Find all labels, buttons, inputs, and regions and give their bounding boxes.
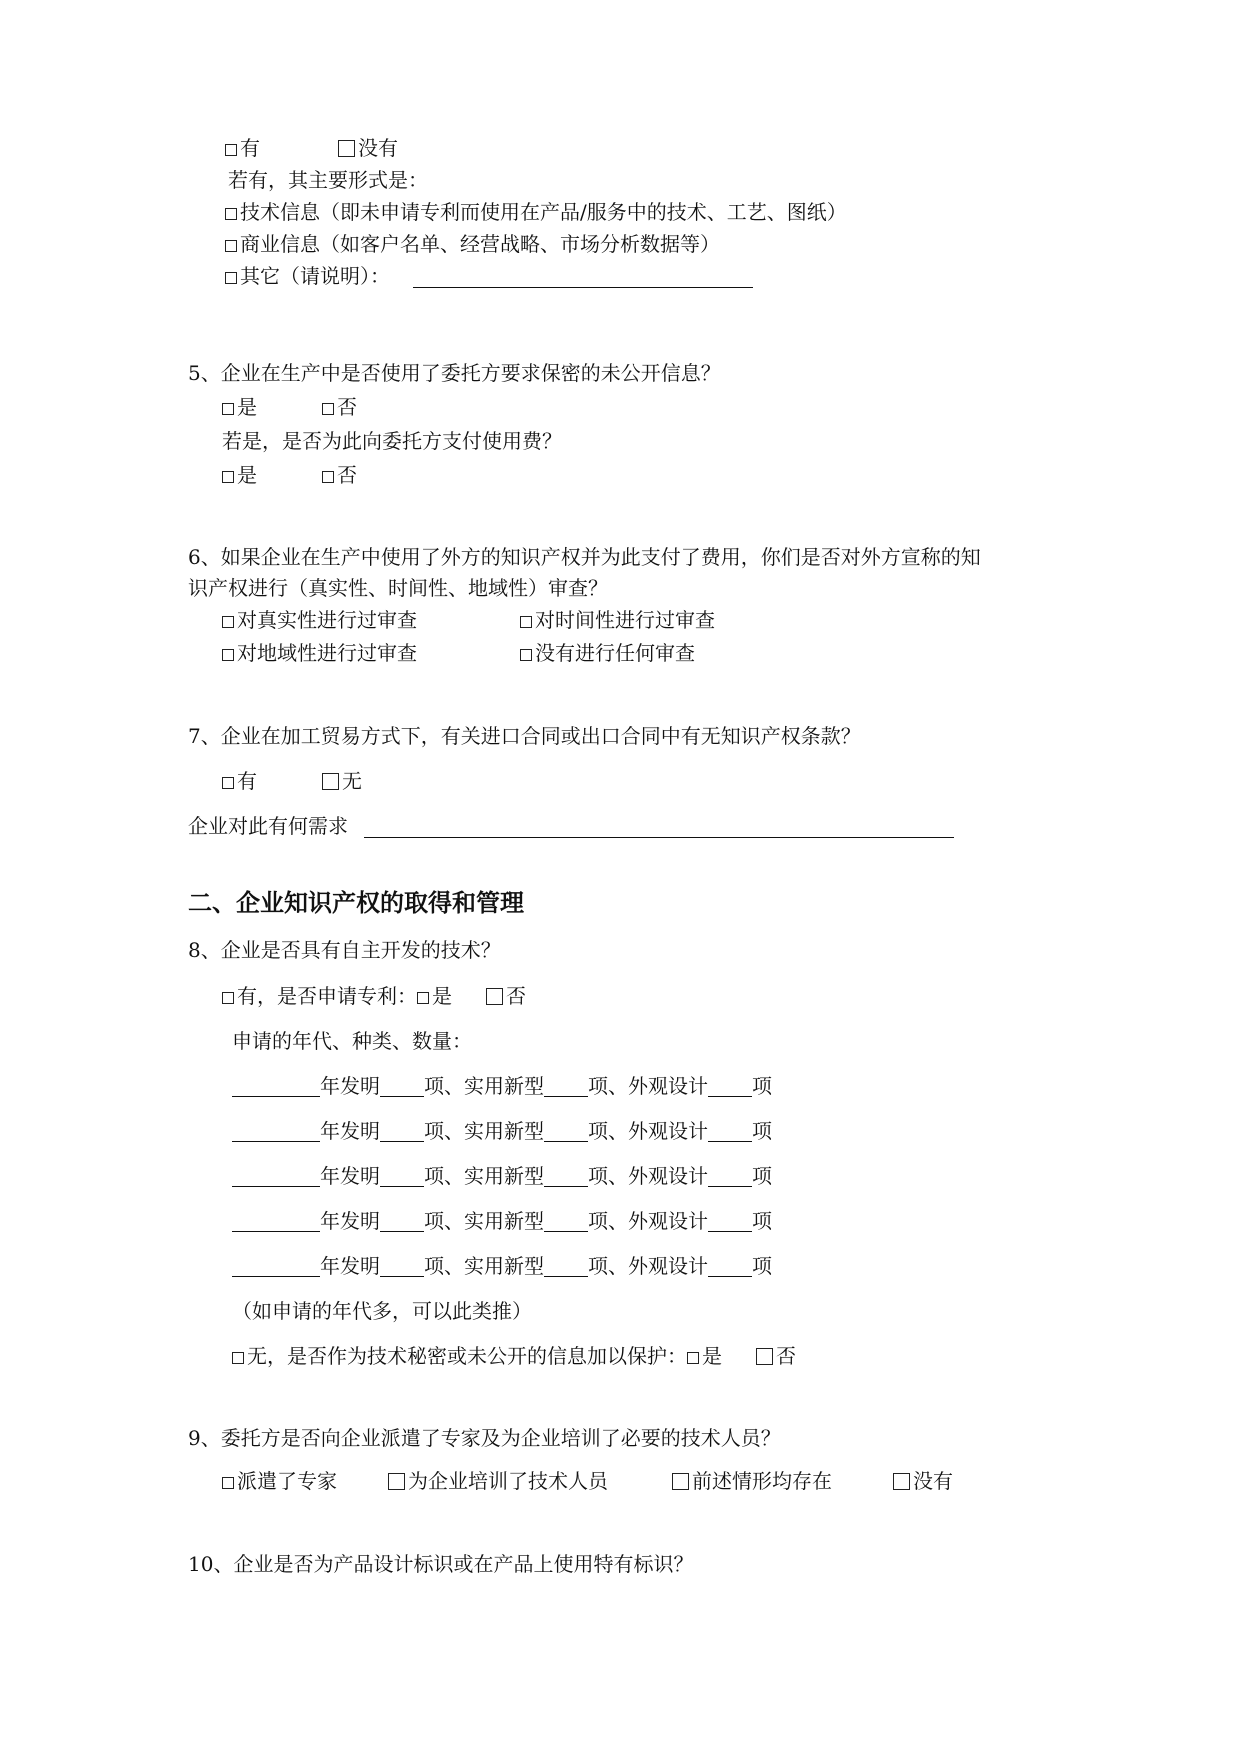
checkbox-icon bbox=[225, 272, 237, 284]
checkbox-icon bbox=[322, 773, 339, 790]
count-blank[interactable] bbox=[544, 1076, 588, 1097]
checkbox-icon bbox=[222, 777, 234, 789]
checkbox-icon bbox=[222, 471, 234, 483]
q5-followup-no[interactable]: 否 bbox=[322, 462, 357, 488]
q5-followup: 若是，是否为此向委托方支付使用费？ bbox=[222, 429, 562, 453]
checkbox-icon bbox=[388, 1473, 405, 1490]
checkbox-icon bbox=[893, 1473, 910, 1490]
checkbox-icon bbox=[520, 616, 532, 628]
checkbox-icon bbox=[222, 403, 234, 415]
checkbox-icon bbox=[225, 144, 237, 156]
checkbox-icon bbox=[672, 1473, 689, 1490]
count-blank[interactable] bbox=[380, 1121, 424, 1142]
checkbox-icon[interactable] bbox=[687, 1352, 699, 1364]
q4-form-business[interactable]: 商业信息（如客户名单、经营战略、市场分析数据等） bbox=[225, 231, 720, 257]
checkbox-icon bbox=[222, 649, 234, 661]
checkbox-icon bbox=[322, 471, 334, 483]
q6-question-line1: 6、如果企业在生产中使用了外方的知识产权并为此支付了费用，你们是否对外方宣称的知 bbox=[188, 545, 981, 569]
checkbox-icon bbox=[225, 240, 237, 252]
checkbox-icon bbox=[232, 1352, 244, 1364]
count-blank[interactable] bbox=[544, 1256, 588, 1277]
q4-option-yes[interactable]: 有 bbox=[225, 135, 260, 161]
q7-need-label: 企业对此有何需求 bbox=[188, 814, 348, 838]
q8-patent-row: 年发明 项、实用新型 项、外观设计 项 bbox=[232, 1118, 772, 1144]
year-blank[interactable] bbox=[232, 1166, 320, 1187]
count-blank[interactable] bbox=[380, 1211, 424, 1232]
q7-question: 7、企业在加工贸易方式下，有关进口合同或出口合同中有无知识产权条款？ bbox=[188, 724, 861, 748]
checkbox-icon bbox=[222, 1477, 234, 1489]
count-blank[interactable] bbox=[708, 1211, 752, 1232]
q8-patent-row: 年发明 项、实用新型 项、外观设计 项 bbox=[232, 1073, 772, 1099]
q5-question: 5、企业在生产中是否使用了委托方要求保密的未公开信息？ bbox=[188, 361, 721, 385]
q9-option-experts[interactable]: 派遣了专家 bbox=[222, 1468, 337, 1494]
q6-option-none[interactable]: 没有进行任何审查 bbox=[520, 640, 695, 666]
count-blank[interactable] bbox=[544, 1166, 588, 1187]
q5-followup-yes[interactable]: 是 bbox=[222, 462, 257, 488]
year-blank[interactable] bbox=[232, 1121, 320, 1142]
checkbox-icon bbox=[338, 140, 355, 157]
q8-patent-row: 年发明 项、实用新型 项、外观设计 项 bbox=[232, 1208, 772, 1234]
count-blank[interactable] bbox=[708, 1076, 752, 1097]
year-blank[interactable] bbox=[232, 1211, 320, 1232]
q9-question: 9、委托方是否向企业派遣了专家及为企业培训了必要的技术人员？ bbox=[188, 1426, 781, 1450]
q5-option-no[interactable]: 否 bbox=[322, 394, 357, 420]
count-blank[interactable] bbox=[708, 1166, 752, 1187]
count-blank[interactable] bbox=[544, 1121, 588, 1142]
checkbox-icon[interactable] bbox=[417, 992, 429, 1004]
q4-followup: 若有，其主要形式是： bbox=[228, 168, 428, 192]
count-blank[interactable] bbox=[708, 1256, 752, 1277]
q8-detail-label: 申请的年代、种类、数量： bbox=[232, 1029, 472, 1053]
q6-option-territoriality[interactable]: 对地域性进行过审查 bbox=[222, 640, 417, 666]
q10-question: 10、企业是否为产品设计标识或在产品上使用特有标识？ bbox=[188, 1552, 694, 1576]
q5-option-yes[interactable]: 是 bbox=[222, 394, 257, 420]
q8-patent-row: 年发明 项、实用新型 项、外观设计 项 bbox=[232, 1163, 772, 1189]
year-blank[interactable] bbox=[232, 1076, 320, 1097]
q8-note: （如申请的年代多，可以此类推） bbox=[232, 1299, 532, 1323]
count-blank[interactable] bbox=[380, 1166, 424, 1187]
q8-option-yes[interactable]: 有，是否申请专利： 是 否 bbox=[222, 983, 526, 1009]
q7-option-yes[interactable]: 有 bbox=[222, 768, 257, 794]
q4-form-other[interactable]: 其它（请说明）： bbox=[225, 263, 390, 289]
q7-option-no[interactable]: 无 bbox=[322, 768, 362, 794]
q9-option-both[interactable]: 前述情形均存在 bbox=[672, 1468, 832, 1494]
q8-option-no[interactable]: 无，是否作为技术秘密或未公开的信息加以保护： 是 否 bbox=[232, 1343, 796, 1369]
q6-option-timeliness[interactable]: 对时间性进行过审查 bbox=[520, 607, 715, 633]
section-heading: 二、企业知识产权的取得和管理 bbox=[188, 889, 524, 917]
count-blank[interactable] bbox=[380, 1076, 424, 1097]
checkbox-icon bbox=[222, 616, 234, 628]
q9-option-none[interactable]: 没有 bbox=[893, 1468, 953, 1494]
checkbox-icon[interactable] bbox=[486, 988, 503, 1005]
count-blank[interactable] bbox=[708, 1121, 752, 1142]
q4-option-no[interactable]: 没有 bbox=[338, 135, 398, 161]
count-blank[interactable] bbox=[380, 1256, 424, 1277]
q4-form-technical[interactable]: 技术信息（即未申请专利而使用在产品/服务中的技术、工艺、图纸） bbox=[225, 199, 847, 225]
q7-need-blank[interactable] bbox=[364, 837, 954, 838]
q9-option-training[interactable]: 为企业培训了技术人员 bbox=[388, 1468, 608, 1494]
checkbox-icon bbox=[322, 403, 334, 415]
count-blank[interactable] bbox=[544, 1211, 588, 1232]
q8-patent-row: 年发明 项、实用新型 项、外观设计 项 bbox=[232, 1253, 772, 1279]
checkbox-icon bbox=[222, 992, 234, 1004]
q6-question-line2: 识产权进行（真实性、时间性、地域性）审查？ bbox=[188, 576, 608, 600]
checkbox-icon bbox=[225, 208, 237, 220]
checkbox-icon bbox=[520, 649, 532, 661]
q6-option-authenticity[interactable]: 对真实性进行过审查 bbox=[222, 607, 417, 633]
checkbox-icon[interactable] bbox=[756, 1348, 773, 1365]
year-blank[interactable] bbox=[232, 1256, 320, 1277]
q8-question: 8、企业是否具有自主开发的技术？ bbox=[188, 938, 501, 962]
q4-other-blank[interactable] bbox=[413, 287, 753, 288]
